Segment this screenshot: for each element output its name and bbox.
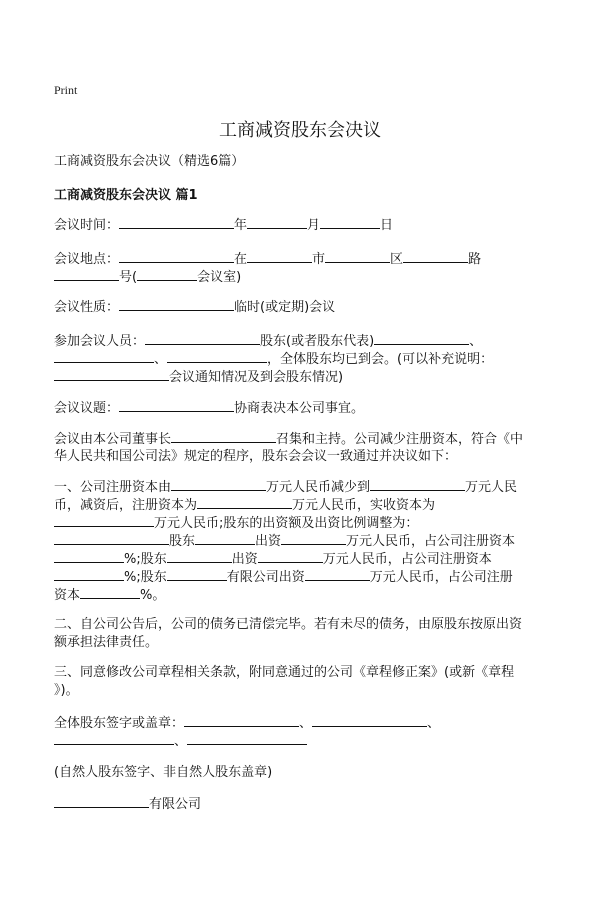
attendees-line-3 xyxy=(54,366,554,389)
road-label: 路 xyxy=(468,252,482,267)
item1-text-d: 币，减资后，注册资本为 xyxy=(54,498,198,513)
signature-sep-3: 、 xyxy=(174,734,188,749)
room-blank xyxy=(137,266,197,281)
attendee-sep-1: 、 xyxy=(469,334,483,349)
page-title: 工商减资股东会决议 xyxy=(219,120,381,141)
day-label: 日 xyxy=(380,218,394,233)
meeting-time-label: 会议时间： xyxy=(54,218,120,233)
shareholder-1-name-blank xyxy=(195,530,255,545)
notice-text: 会议通知情况及到会股东情况) xyxy=(169,370,344,385)
print-label[interactable]: Print xyxy=(54,83,78,97)
attendee-blank-4 xyxy=(167,348,267,363)
shareholder-label: 股东(或者股东代表) xyxy=(260,334,375,349)
agenda-blank xyxy=(119,397,234,412)
company-line xyxy=(54,793,554,816)
number-blank xyxy=(54,266,119,281)
item1-text-o: 万元人民币，占公司注册 xyxy=(369,570,513,585)
number-label: 号( xyxy=(119,270,138,285)
attendee-blank-1 xyxy=(145,330,260,345)
item1-text-h: 出资 xyxy=(255,534,282,549)
month-blank xyxy=(247,214,307,229)
attendee-blank-5 xyxy=(54,366,169,381)
city-label: 市 xyxy=(312,252,326,267)
shareholder-1-blank xyxy=(54,530,169,545)
item1-text-g: 股东 xyxy=(169,534,196,549)
paid-capital-blank xyxy=(54,512,154,527)
signature-blank-3 xyxy=(54,730,174,745)
item1-text-l: 万元人民币，占公司注册资本 xyxy=(322,552,492,567)
item1-text-f: 万元人民币;股东的出资额及出资比例调整为： xyxy=(154,516,419,531)
item1-text-m: %;股东 xyxy=(124,570,167,585)
document-subtitle: 工商减资股东会决议（精选6篇） xyxy=(54,154,245,169)
agenda-line xyxy=(54,397,554,420)
signature-blank-2 xyxy=(312,712,427,727)
contribution-2-blank xyxy=(258,548,323,563)
meeting-time-line xyxy=(54,214,554,237)
attendee-sep-2: 、 xyxy=(154,352,168,367)
attendee-blank-3 xyxy=(54,348,154,363)
signature-blank-1 xyxy=(184,712,299,727)
ratio-2-blank xyxy=(54,566,124,581)
meeting-nature-suffix: 临时(或定期)会议 xyxy=(234,300,336,315)
meeting-nature-line xyxy=(54,296,554,319)
item1-text-j: %;股东 xyxy=(124,552,167,567)
place-blank xyxy=(119,248,234,263)
item1-text-p: 资本 xyxy=(54,588,81,603)
day-blank xyxy=(320,214,380,229)
item1-text-b: 万元人民币减少到 xyxy=(266,480,371,495)
district-label: 区 xyxy=(390,252,404,267)
room-label: 会议室) xyxy=(197,270,242,285)
signature-sep-2: 、 xyxy=(427,716,441,731)
road-blank xyxy=(403,248,468,263)
at-label: 在 xyxy=(234,252,248,267)
capital-to-blank xyxy=(370,476,465,491)
chairman-blank xyxy=(171,428,276,443)
intro-p2: 召集和主持。公司减少注册资本，符合《中 xyxy=(276,432,524,447)
capital-from-blank xyxy=(171,476,266,491)
meeting-place-label: 会议地点： xyxy=(54,252,120,267)
item1-text-k: 出资 xyxy=(231,552,258,567)
item2-line-2: 额承担法律责任。 xyxy=(54,635,159,650)
attendee-blank-2 xyxy=(374,330,469,345)
signatures-label: 全体股东签字或盖章： xyxy=(54,716,185,731)
contribution-1-blank xyxy=(281,530,346,545)
contribution-3-blank xyxy=(305,566,370,581)
intro-line-2 xyxy=(54,446,554,468)
ratio-3-blank xyxy=(80,584,140,599)
company-name-blank xyxy=(54,793,149,808)
item2-line-1: 二、自公司公告后，公司的债务已清偿完毕。若有未尽的债务，由原股东按原出资 xyxy=(54,617,523,632)
year-blank xyxy=(119,214,234,229)
month-label: 月 xyxy=(307,218,321,233)
signatures-note: (自然人股东签字、非自然人股东盖章) xyxy=(54,765,273,780)
intro-p3: 华人民共和国公司法》规定的程序，股东会会议一致通过并决议如下： xyxy=(54,449,458,464)
intro-p1: 会议由本公司董事长 xyxy=(54,432,172,447)
item1-text-q: %。 xyxy=(140,588,166,603)
signature-blank-4 xyxy=(187,730,307,745)
registered-capital-blank xyxy=(197,494,292,509)
meeting-nature-label: 会议性质： xyxy=(54,300,120,315)
item3-line-1: 三、同意修改公司章程相关条款，附同意通过的公司《章程修正案》(或新《章程 xyxy=(54,665,515,680)
shareholder-2-blank xyxy=(167,548,232,563)
section-title: 工商减资股东会决议 篇1 xyxy=(54,188,198,203)
item1-text-e: 万元人民币，实收资本为 xyxy=(292,498,436,513)
company-label: 有限公司 xyxy=(149,797,202,812)
item1-text-i: 万元人民币，占公司注册资本 xyxy=(346,534,516,549)
nature-blank xyxy=(119,296,234,311)
item1-line-7 xyxy=(54,584,554,607)
all-present-text: ，全体股东均已到会。(可以补充说明： xyxy=(267,352,494,367)
signature-sep-1: 、 xyxy=(299,716,313,731)
ratio-1-blank xyxy=(54,548,124,563)
district-blank xyxy=(325,248,390,263)
signatures-line-2 xyxy=(54,730,554,753)
item1-text-c: 万元人民 xyxy=(465,480,518,495)
agenda-suffix: 协商表决本公司事宜。 xyxy=(234,401,365,416)
year-label: 年 xyxy=(234,218,248,233)
meeting-place-line-2 xyxy=(54,266,554,289)
attendees-label: 参加会议人员： xyxy=(54,334,146,349)
city-blank xyxy=(247,248,312,263)
item3-line-2: 》)。 xyxy=(54,683,79,698)
item1-text-n: 有限公司出资 xyxy=(226,570,305,585)
item1-text-a: 一、公司注册资本由 xyxy=(54,480,172,495)
shareholder-3-blank xyxy=(167,566,227,581)
agenda-label: 会议议题： xyxy=(54,401,120,416)
